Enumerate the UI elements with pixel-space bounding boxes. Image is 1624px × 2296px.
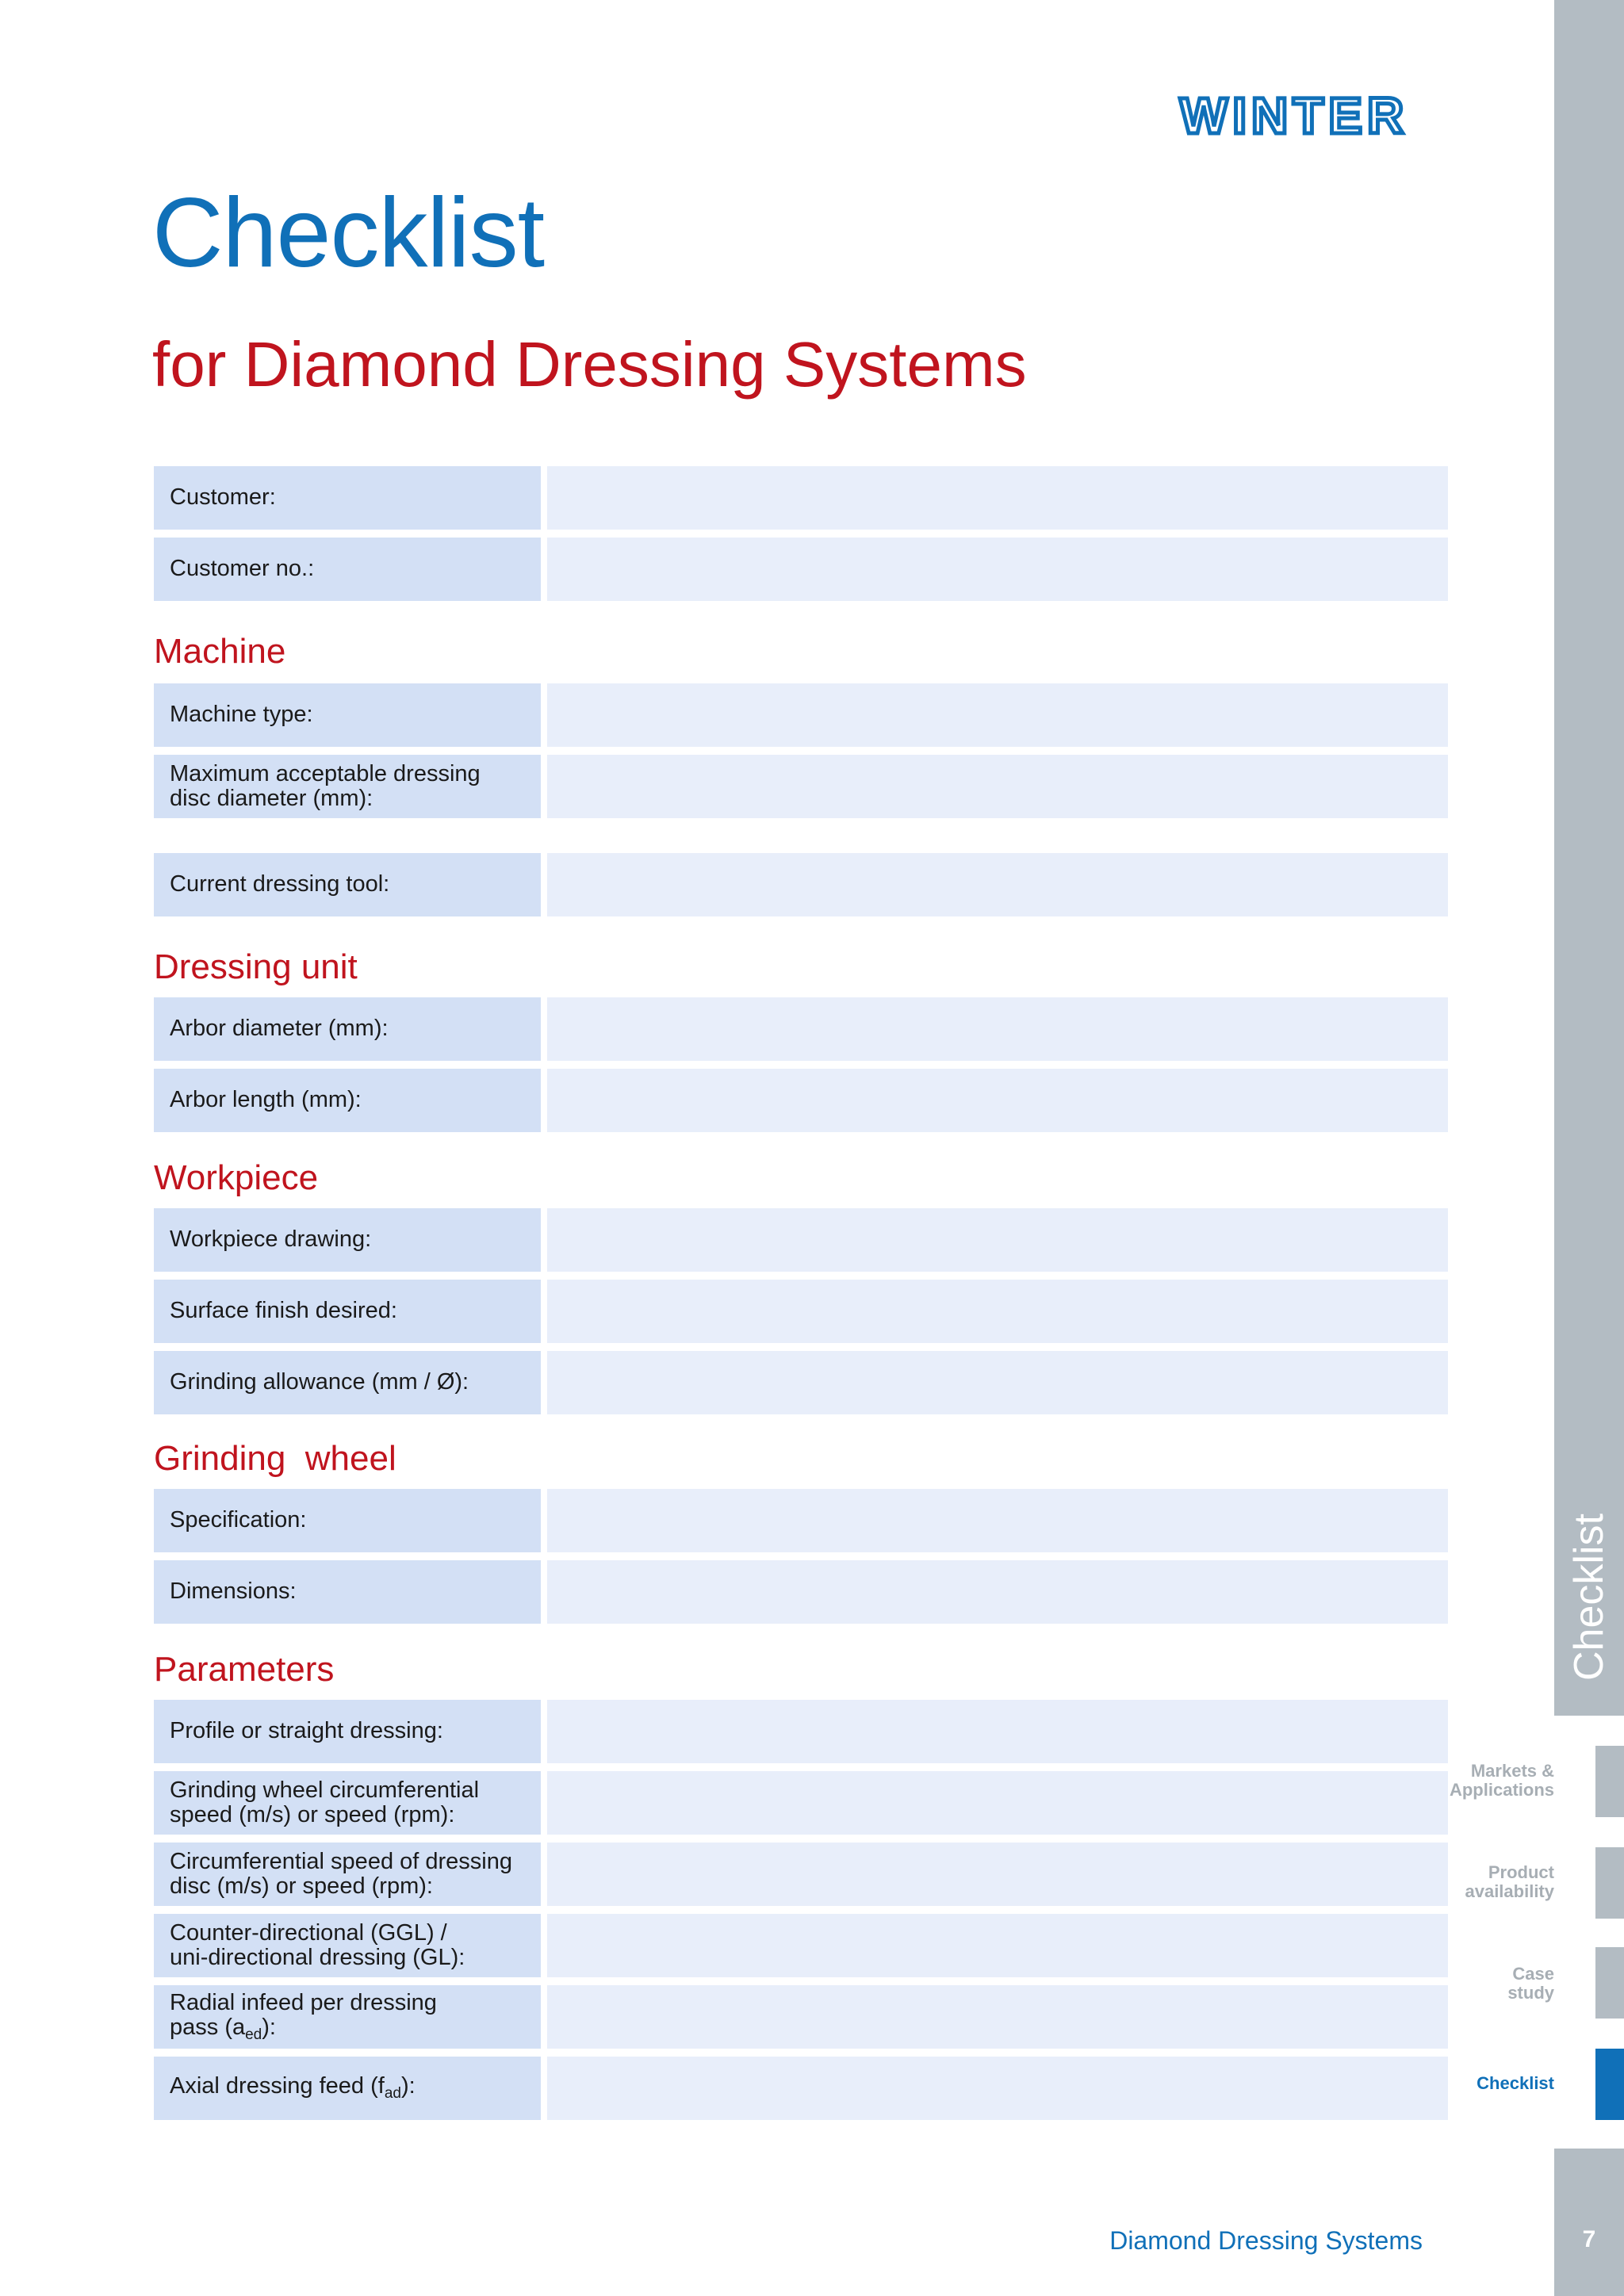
field-label: Arbor length (mm): (154, 1069, 541, 1132)
arbor-diameter-input[interactable] (547, 997, 1448, 1061)
radial-infeed-input[interactable] (547, 1985, 1448, 2049)
field-label-line: Grinding wheel circumferential (170, 1777, 480, 1803)
field-label: Current dressing tool: (154, 853, 541, 916)
wheel-speed-input[interactable] (547, 1771, 1448, 1835)
field-label: Dimensions: (154, 1560, 541, 1624)
field-label: Surface finish desired: (154, 1280, 541, 1343)
svg-text:WINTER: WINTER (1179, 89, 1409, 143)
dimensions-row (154, 1560, 1448, 1624)
nav-item-markets-applications[interactable]: Markets & Applications (1449, 1761, 1554, 1800)
arbor-length-input[interactable] (547, 1069, 1448, 1132)
field-label: Profile or straight dressing: (154, 1700, 541, 1763)
field-label-line: Maximum acceptable dressing (170, 760, 481, 786)
section-sidebar (1554, 0, 1624, 1716)
customer-row (154, 466, 1448, 530)
field-label-line: disc diameter (mm): (170, 786, 373, 811)
section-heading-grinding-wheel: Grinding wheel (154, 1439, 396, 1478)
machine-type-input[interactable] (547, 683, 1448, 747)
profile-dressing-row (154, 1700, 1448, 1763)
axial-feed-input[interactable] (547, 2057, 1448, 2120)
surface-finish-input[interactable] (547, 1280, 1448, 1343)
page-number-box (1554, 2149, 1624, 2296)
field-label (154, 1914, 541, 1977)
field-label: Customer: (154, 466, 541, 530)
grinding-allowance-row (154, 1351, 1448, 1414)
field-label (154, 755, 541, 818)
customer-input[interactable] (547, 466, 1448, 530)
max-disc-diameter-row (154, 755, 1448, 818)
dressing-direction-input[interactable] (547, 1914, 1448, 1977)
sidebar-section-label (1556, 1614, 1622, 1681)
disc-speed-input[interactable] (547, 1843, 1448, 1906)
field-label-line: Axial dressing feed $(f_{ad})$: (170, 2073, 416, 2103)
field-label: Grinding allowance (mm / Ø): (154, 1351, 541, 1414)
nav-tab-product-availability[interactable] (1595, 1847, 1624, 1919)
winter-logo (1167, 89, 1421, 143)
field-label-line: pass $(a_{ed})$: (170, 2014, 276, 2043)
field-label-line: Counter-directional (GGL) / (170, 1919, 447, 1946)
field-label-line: Radial infeed per dressing (170, 1989, 437, 2015)
nav-tab-case-study[interactable] (1595, 1947, 1624, 2019)
nav-item-product-availability[interactable]: Product availability (1465, 1862, 1554, 1902)
field-label-line: disc (m/s) or speed (rpm): (170, 1873, 433, 1899)
disc-speed-row (154, 1843, 1448, 1906)
nav-tab-checklist[interactable] (1595, 2049, 1624, 2120)
grinding-allowance-input[interactable] (547, 1351, 1448, 1414)
nav-item-case-study[interactable]: Case study (1507, 1964, 1554, 2003)
field-label-line: speed (m/s) or speed (rpm): (170, 1802, 455, 1827)
field-label: Arbor diameter (mm): (154, 997, 541, 1061)
field-label: Specification: (154, 1489, 541, 1552)
specification-row (154, 1489, 1448, 1552)
footer-title: Diamond Dressing Systems (1109, 2226, 1423, 2255)
nav-item-checklist[interactable]: Checklist (1477, 2073, 1554, 2093)
specification-input[interactable] (547, 1489, 1448, 1552)
current-dressing-tool-input[interactable] (547, 853, 1448, 916)
field-label (154, 1985, 541, 2049)
customer-no-row (154, 538, 1448, 601)
nav-tab-markets-applications[interactable] (1595, 1746, 1624, 1817)
page-subtitle: for Diamond Dressing Systems (152, 329, 1027, 400)
wheel-speed-row (154, 1771, 1448, 1835)
field-label (154, 1843, 541, 1906)
customer-no-input[interactable] (547, 538, 1448, 601)
field-label: Workpiece drawing: (154, 1208, 541, 1272)
section-heading-workpiece: Workpiece (154, 1158, 319, 1197)
page-title: Checklist (152, 178, 545, 288)
arbor-length-row (154, 1069, 1448, 1132)
radial-infeed-row (154, 1985, 1448, 2049)
axial-feed-row (154, 2057, 1448, 2120)
section-heading-machine: Machine (154, 632, 286, 671)
arbor-diameter-row (154, 997, 1448, 1061)
field-label-line: Circumferential speed of dressing (170, 1848, 512, 1874)
field-label (154, 2057, 541, 2120)
field-label (154, 1771, 541, 1835)
surface-finish-row (154, 1280, 1448, 1343)
section-heading-dressing-unit: Dressing unit (154, 947, 358, 986)
page-number: 7 (1582, 2226, 1596, 2252)
current-dressing-tool-row (154, 853, 1448, 916)
field-label-line: uni-directional dressing (GL): (170, 1945, 465, 1970)
workpiece-drawing-row (154, 1208, 1448, 1272)
field-label: Machine type: (154, 683, 541, 747)
section-heading-parameters: Parameters (154, 1650, 335, 1689)
dressing-direction-row (154, 1914, 1448, 1977)
dimensions-input[interactable] (547, 1560, 1448, 1624)
max-disc-diameter-input[interactable] (547, 755, 1448, 818)
field-label: Customer no.: (154, 538, 541, 601)
workpiece-drawing-input[interactable] (547, 1208, 1448, 1272)
machine-type-row (154, 683, 1448, 747)
profile-dressing-input[interactable] (547, 1700, 1448, 1763)
